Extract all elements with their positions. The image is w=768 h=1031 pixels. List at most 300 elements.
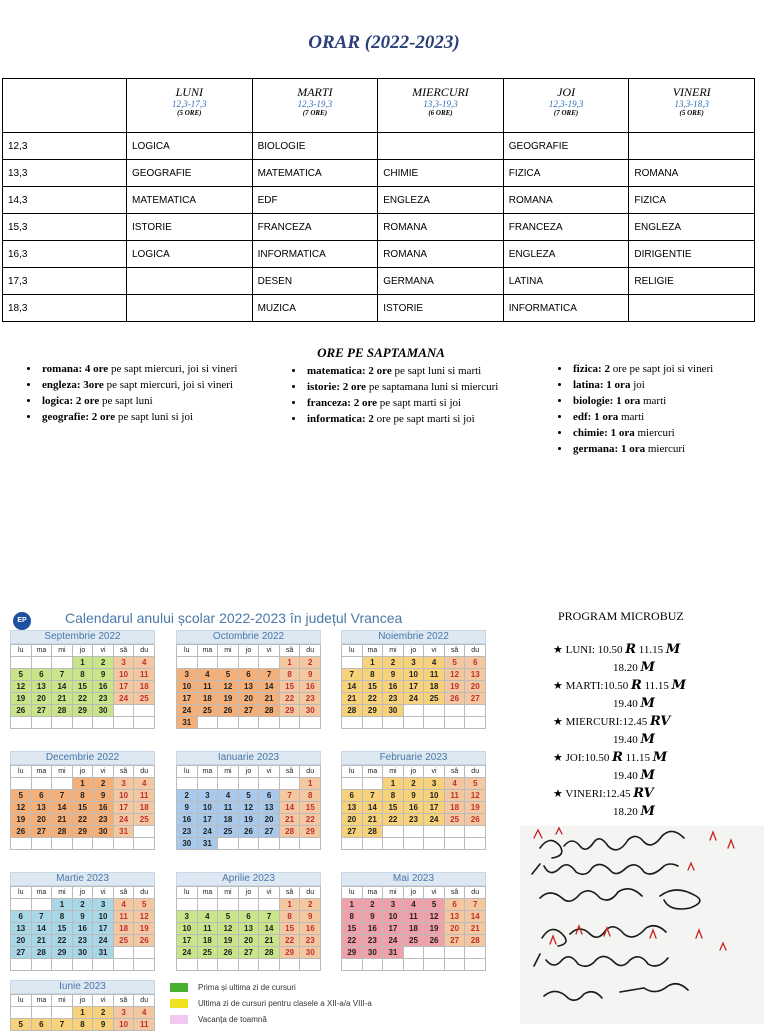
- calendar-day: 6: [239, 669, 260, 681]
- calendar-day: 24: [114, 814, 135, 826]
- calendar-day: 17: [404, 681, 425, 693]
- calendar-day: 17: [383, 923, 404, 935]
- bus-schedule-line: ★ MIERCURI:12.45 RV: [553, 714, 671, 729]
- weekday-label: ma: [32, 995, 53, 1007]
- edupedu-logo: EP: [13, 612, 31, 630]
- bus-schedule-line: ★ JOI:10.50 R 11.15 M: [553, 750, 668, 765]
- calendar-day: 16: [93, 802, 114, 814]
- calendar-day: 10: [404, 669, 425, 681]
- calendar-day: 22: [52, 935, 73, 947]
- month-name: Octombrie 2022: [176, 630, 321, 644]
- calendar-day: 11: [198, 923, 219, 935]
- calendar-day: 4: [134, 657, 155, 669]
- calendar-day: 16: [73, 923, 94, 935]
- calendar-day: 28: [259, 947, 280, 959]
- weekday-label: lu: [177, 887, 198, 899]
- calendar-day: [465, 717, 486, 729]
- calendar-day: 3: [114, 657, 135, 669]
- table-row: [3, 268, 755, 295]
- calendar-day: 8: [73, 790, 94, 802]
- calendar-day: [93, 838, 114, 850]
- calendar-day: 27: [32, 826, 53, 838]
- calendar-day: 29: [280, 947, 301, 959]
- weekday-label: sâ: [445, 645, 466, 657]
- calendar-day: 13: [239, 923, 260, 935]
- calendar-day: 5: [11, 1019, 32, 1031]
- weekday-label: mi: [52, 887, 73, 899]
- calendar-day: 27: [32, 705, 53, 717]
- calendar-day: 1: [73, 778, 94, 790]
- calendar-day: 13: [32, 802, 53, 814]
- calendar-day: 8: [52, 911, 73, 923]
- calendar-day: 26: [11, 705, 32, 717]
- subject-cell: ROMANA: [378, 241, 504, 268]
- calendar-day: 18: [198, 935, 219, 947]
- bus-schedule-line: 18.20 M: [613, 804, 655, 819]
- weekday-label: sâ: [114, 887, 135, 899]
- subject-cell: GEOGRAFIE: [127, 160, 253, 187]
- time-cell: 14,3: [3, 187, 127, 214]
- calendar-day: 20: [11, 935, 32, 947]
- calendar-day: [383, 959, 404, 971]
- calendar-month: [341, 630, 486, 729]
- calendar-day: 20: [239, 935, 260, 947]
- calendar-day: 15: [363, 681, 384, 693]
- calendar-day: 16: [300, 923, 321, 935]
- calendar-day: 7: [342, 669, 363, 681]
- calendar-day: [383, 838, 404, 850]
- list-item: • edf: 1 ora marti: [571, 409, 768, 425]
- calendar-day: 2: [177, 790, 198, 802]
- calendar-day: 21: [32, 935, 53, 947]
- weekday-label: du: [134, 995, 155, 1007]
- calendar-day: 18: [114, 923, 135, 935]
- calendar-day: 16: [93, 681, 114, 693]
- weekday-label: du: [300, 645, 321, 657]
- month-name: Ianuarie 2023: [176, 751, 321, 765]
- calendar-day: 5: [445, 657, 466, 669]
- calendar-day: 12: [218, 681, 239, 693]
- weekday-label: ma: [32, 645, 53, 657]
- bus-schedule-line: 19.40 M: [613, 732, 655, 747]
- calendar-day: 26: [218, 705, 239, 717]
- calendar-day: 30: [363, 947, 384, 959]
- subject-cell: [629, 295, 755, 322]
- calendar-day: 18: [134, 802, 155, 814]
- calendar-day: [424, 947, 445, 959]
- calendar-day: [114, 947, 135, 959]
- calendar-day: 7: [465, 899, 486, 911]
- calendar-day: 10: [177, 923, 198, 935]
- weekday-label: jo: [404, 887, 425, 899]
- weekday-label: lu: [342, 645, 363, 657]
- calendar-day: 9: [363, 911, 384, 923]
- weekday-label: mi: [218, 887, 239, 899]
- month-name: Decembrie 2022: [10, 751, 155, 765]
- calendar-day: [218, 717, 239, 729]
- calendar-day: [218, 959, 239, 971]
- calendar-day: 13: [465, 669, 486, 681]
- subject-cell: ENGLEZA: [629, 214, 755, 241]
- calendar-day: [300, 838, 321, 850]
- calendar-day: [52, 1007, 73, 1019]
- calendar-day: [465, 947, 486, 959]
- calendar-day: [114, 959, 135, 971]
- calendar-day: 23: [177, 826, 198, 838]
- time-cell: 16,3: [3, 241, 127, 268]
- calendar-day: 8: [300, 790, 321, 802]
- calendar-day: [363, 778, 384, 790]
- calendar-day: 31: [177, 717, 198, 729]
- calendar-day: [239, 838, 260, 850]
- calendar-day: [300, 959, 321, 971]
- calendar-day: 18: [218, 814, 239, 826]
- month-name: Mai 2023: [341, 872, 486, 886]
- calendar-day: 8: [73, 1019, 94, 1031]
- calendar-day: 19: [218, 935, 239, 947]
- bus-schedule-line: ★ LUNI: 10.50 R 11.15 M: [553, 642, 681, 657]
- calendar-day: 4: [134, 778, 155, 790]
- calendar-day: 26: [465, 814, 486, 826]
- calendar-day: 3: [383, 899, 404, 911]
- calendar-day: 30: [93, 826, 114, 838]
- calendar-day: 15: [73, 802, 94, 814]
- calendar-day: [342, 959, 363, 971]
- calendar-day: 8: [280, 669, 301, 681]
- calendar-day: 25: [134, 693, 155, 705]
- calendar-day: 13: [342, 802, 363, 814]
- subject-cell: [127, 268, 253, 295]
- weekday-label: ma: [363, 766, 384, 778]
- calendar-day: 28: [363, 826, 384, 838]
- calendar-day: 5: [239, 790, 260, 802]
- weekday-label: du: [300, 766, 321, 778]
- calendar-day: 15: [300, 802, 321, 814]
- calendar-day: 25: [404, 935, 425, 947]
- calendar-day: 22: [280, 935, 301, 947]
- calendar-day: 26: [239, 826, 260, 838]
- weekday-label: mi: [218, 766, 239, 778]
- calendar-day: 10: [177, 681, 198, 693]
- weekday-label: du: [300, 887, 321, 899]
- calendar-day: 8: [342, 911, 363, 923]
- calendar-day: 23: [300, 935, 321, 947]
- calendar-day: 25: [198, 947, 219, 959]
- list-item: • istorie: 2 ore pe saptamana luni si miercuri: [305, 379, 525, 395]
- calendar-day: [177, 959, 198, 971]
- calendar-day: 13: [11, 923, 32, 935]
- calendar-day: [177, 778, 198, 790]
- calendar-day: [259, 778, 280, 790]
- calendar-day: 6: [445, 899, 466, 911]
- calendar-day: [11, 899, 32, 911]
- calendar-day: 27: [465, 693, 486, 705]
- calendar-day: 11: [445, 790, 466, 802]
- calendar-day: 17: [424, 802, 445, 814]
- weekday-label: lu: [11, 766, 32, 778]
- weekday-label: vi: [424, 645, 445, 657]
- calendar-day: [177, 657, 198, 669]
- calendar-day: 25: [218, 826, 239, 838]
- calendar-day: 8: [73, 669, 94, 681]
- calendar-day: 13: [259, 802, 280, 814]
- calendar-day: [445, 947, 466, 959]
- calendar-day: 16: [363, 923, 384, 935]
- subject-cell: [127, 295, 253, 322]
- calendar-day: 17: [198, 814, 219, 826]
- subject-cell: ENGLEZA: [503, 241, 629, 268]
- calendar-month: [341, 872, 486, 971]
- calendar-day: [11, 838, 32, 850]
- star-icon: ★: [553, 680, 563, 692]
- calendar-day: 25: [114, 935, 135, 947]
- calendar-day: 19: [465, 802, 486, 814]
- weekday-label: mi: [383, 887, 404, 899]
- list-item: • biologie: 1 ora marti: [571, 393, 768, 409]
- calendar-day: 19: [218, 693, 239, 705]
- calendar-day: 14: [363, 802, 384, 814]
- calendar-day: [280, 959, 301, 971]
- calendar-day: 30: [300, 705, 321, 717]
- calendar-day: 15: [342, 923, 363, 935]
- calendar-day: 23: [404, 814, 425, 826]
- calendar-day: 8: [280, 911, 301, 923]
- calendar-day: [424, 838, 445, 850]
- month-name: Iunie 2023: [10, 980, 155, 994]
- calendar-day: [239, 959, 260, 971]
- calendar-day: [32, 717, 53, 729]
- subject-cell: ISTORIE: [127, 214, 253, 241]
- calendar-day: 10: [114, 1019, 135, 1031]
- bus-schedule-line: 19.40 M: [613, 696, 655, 711]
- calendar-day: 25: [445, 814, 466, 826]
- weekday-label: vi: [424, 766, 445, 778]
- calendar-day: [342, 717, 363, 729]
- calendar-day: 23: [73, 935, 94, 947]
- calendar-day: 2: [363, 899, 384, 911]
- list-item: • chimie: 1 ora miercuri: [571, 425, 768, 441]
- calendar-day: 7: [363, 790, 384, 802]
- calendar-day: [280, 838, 301, 850]
- star-icon: ★: [553, 716, 563, 728]
- calendar-day: 27: [445, 935, 466, 947]
- calendar-day: [445, 705, 466, 717]
- calendar-day: 18: [424, 681, 445, 693]
- calendar-month: [176, 630, 321, 729]
- bus-schedule-line: ★ VINERI:12.45 RV: [553, 786, 654, 801]
- calendar-day: 8: [383, 790, 404, 802]
- calendar-day: [52, 778, 73, 790]
- calendar-day: 12: [11, 802, 32, 814]
- weekday-label: mi: [383, 766, 404, 778]
- calendar-day: 18: [198, 693, 219, 705]
- calendar-day: 2: [300, 657, 321, 669]
- page-title: ORAR (2022-2023): [308, 32, 460, 53]
- weekday-label: sâ: [280, 766, 301, 778]
- calendar-day: 24: [404, 693, 425, 705]
- calendar-day: [300, 717, 321, 729]
- calendar-day: 3: [114, 778, 135, 790]
- calendar-day: [114, 838, 135, 850]
- calendar-day: 22: [73, 814, 94, 826]
- calendar-day: [424, 705, 445, 717]
- legend-item: Prima și ultima zi de cursuri: [170, 980, 372, 996]
- calendar-day: 28: [465, 935, 486, 947]
- calendar-day: 3: [93, 899, 114, 911]
- weekday-label: ma: [198, 887, 219, 899]
- calendar-day: 26: [445, 693, 466, 705]
- subject-cell: DIRIGENTIE: [629, 241, 755, 268]
- calendar-month: [10, 872, 155, 971]
- calendar-day: [114, 717, 135, 729]
- calendar-day: [134, 717, 155, 729]
- calendar-day: 21: [342, 693, 363, 705]
- subject-cell: FRANCEZA: [252, 214, 378, 241]
- calendar-day: [11, 717, 32, 729]
- calendar-day: 4: [218, 790, 239, 802]
- subject-cell: MATEMATICA: [127, 187, 253, 214]
- calendar-day: [198, 959, 219, 971]
- calendar-day: 14: [52, 681, 73, 693]
- subject-cell: DESEN: [252, 268, 378, 295]
- calendar-day: 19: [11, 814, 32, 826]
- month-name: Septembrie 2022: [10, 630, 155, 644]
- star-icon: ★: [553, 752, 563, 764]
- calendar-day: 18: [404, 923, 425, 935]
- calendar-day: 12: [11, 681, 32, 693]
- subject-cell: LOGICA: [127, 133, 253, 160]
- calendar-day: 10: [93, 911, 114, 923]
- month-name: Februarie 2023: [341, 751, 486, 765]
- calendar-day: 27: [11, 947, 32, 959]
- star-icon: ★: [553, 788, 563, 800]
- day-header: VINERI 13,3-18,3 (5 ORE): [629, 79, 755, 133]
- calendar-day: [259, 959, 280, 971]
- calendar-day: 5: [134, 899, 155, 911]
- calendar-day: 24: [424, 814, 445, 826]
- calendar-day: [198, 717, 219, 729]
- calendar-day: 25: [198, 705, 219, 717]
- list-item: • matematica: 2 ore pe sapt luni si marti: [305, 363, 525, 379]
- month-name: Noiembrie 2022: [341, 630, 486, 644]
- calendar-day: 14: [280, 802, 301, 814]
- calendar-day: [93, 717, 114, 729]
- list-item: • latina: 1 ora joi: [571, 377, 768, 393]
- weekday-label: lu: [11, 887, 32, 899]
- calendar-day: [239, 778, 260, 790]
- subject-cell: FIZICA: [503, 160, 629, 187]
- calendar-day: [424, 826, 445, 838]
- calendar-day: 16: [383, 681, 404, 693]
- weekday-label: lu: [11, 645, 32, 657]
- day-header: MIERCURI 13,3-19,3 (6 ORE): [378, 79, 504, 133]
- calendar-day: [445, 826, 466, 838]
- calendar-day: [404, 838, 425, 850]
- weekday-label: vi: [93, 887, 114, 899]
- calendar-month: [10, 751, 155, 850]
- weekday-label: mi: [52, 645, 73, 657]
- calendar-day: 29: [73, 826, 94, 838]
- school-calendar: [10, 604, 500, 1029]
- weekday-label: mi: [52, 995, 73, 1007]
- day-header: JOI 12,3-19,3 (7 ORE): [503, 79, 629, 133]
- calendar-day: [114, 705, 135, 717]
- weekday-label: du: [134, 645, 155, 657]
- calendar-day: [218, 657, 239, 669]
- weekday-label: jo: [404, 766, 425, 778]
- month-name: Aprilie 2023: [176, 872, 321, 886]
- weekday-label: lu: [177, 645, 198, 657]
- calendar-day: 6: [32, 669, 53, 681]
- calendar-day: 30: [177, 838, 198, 850]
- calendar-month: [176, 751, 321, 850]
- calendar-day: 3: [177, 669, 198, 681]
- weekday-label: vi: [424, 887, 445, 899]
- calendar-month: [176, 872, 321, 971]
- calendar-day: 17: [114, 802, 135, 814]
- weekday-label: ma: [32, 887, 53, 899]
- calendar-day: [445, 717, 466, 729]
- calendar-day: [11, 959, 32, 971]
- calendar-day: 29: [280, 705, 301, 717]
- calendar-day: 17: [114, 681, 135, 693]
- calendar-day: 9: [73, 911, 94, 923]
- time-cell: 13,3: [3, 160, 127, 187]
- calendar-day: 28: [280, 826, 301, 838]
- calendar-day: 1: [383, 778, 404, 790]
- handwriting-scribble-icon: [520, 826, 764, 1024]
- time-cell: 12,3: [3, 133, 127, 160]
- weekday-label: ma: [363, 887, 384, 899]
- calendar-day: 7: [32, 911, 53, 923]
- weekday-label: sâ: [280, 887, 301, 899]
- calendar-day: 10: [424, 790, 445, 802]
- calendar-day: 27: [239, 705, 260, 717]
- calendar-day: 9: [93, 790, 114, 802]
- subject-cell: [378, 133, 504, 160]
- calendar-day: 24: [177, 947, 198, 959]
- day-header: LUNI 12,3-17,3 (5 ORE): [127, 79, 253, 133]
- calendar-day: [52, 717, 73, 729]
- calendar-day: 6: [465, 657, 486, 669]
- weekday-label: jo: [73, 887, 94, 899]
- calendar-day: 23: [93, 814, 114, 826]
- calendar-day: 6: [32, 1019, 53, 1031]
- calendar-day: 1: [73, 1007, 94, 1019]
- subject-cell: LOGICA: [127, 241, 253, 268]
- calendar-day: [280, 717, 301, 729]
- weekday-label: du: [465, 645, 486, 657]
- calendar-day: 28: [52, 826, 73, 838]
- calendar-day: [404, 826, 425, 838]
- calendar-day: 8: [363, 669, 384, 681]
- calendar-day: 14: [259, 923, 280, 935]
- calendar-day: [383, 826, 404, 838]
- calendar-day: [363, 959, 384, 971]
- calendar-title: Calendarul anului școlar 2022-2023 în județul Vrancea: [65, 610, 403, 626]
- calendar-day: 11: [134, 669, 155, 681]
- calendar-day: 29: [52, 947, 73, 959]
- calendar-day: 26: [11, 826, 32, 838]
- calendar-day: [404, 947, 425, 959]
- calendar-day: 31: [93, 947, 114, 959]
- calendar-day: 11: [134, 790, 155, 802]
- calendar-day: [342, 778, 363, 790]
- timetable-header: [3, 79, 755, 133]
- calendar-day: 2: [93, 778, 114, 790]
- calendar-day: 20: [342, 814, 363, 826]
- month-name: Martie 2023: [10, 872, 155, 886]
